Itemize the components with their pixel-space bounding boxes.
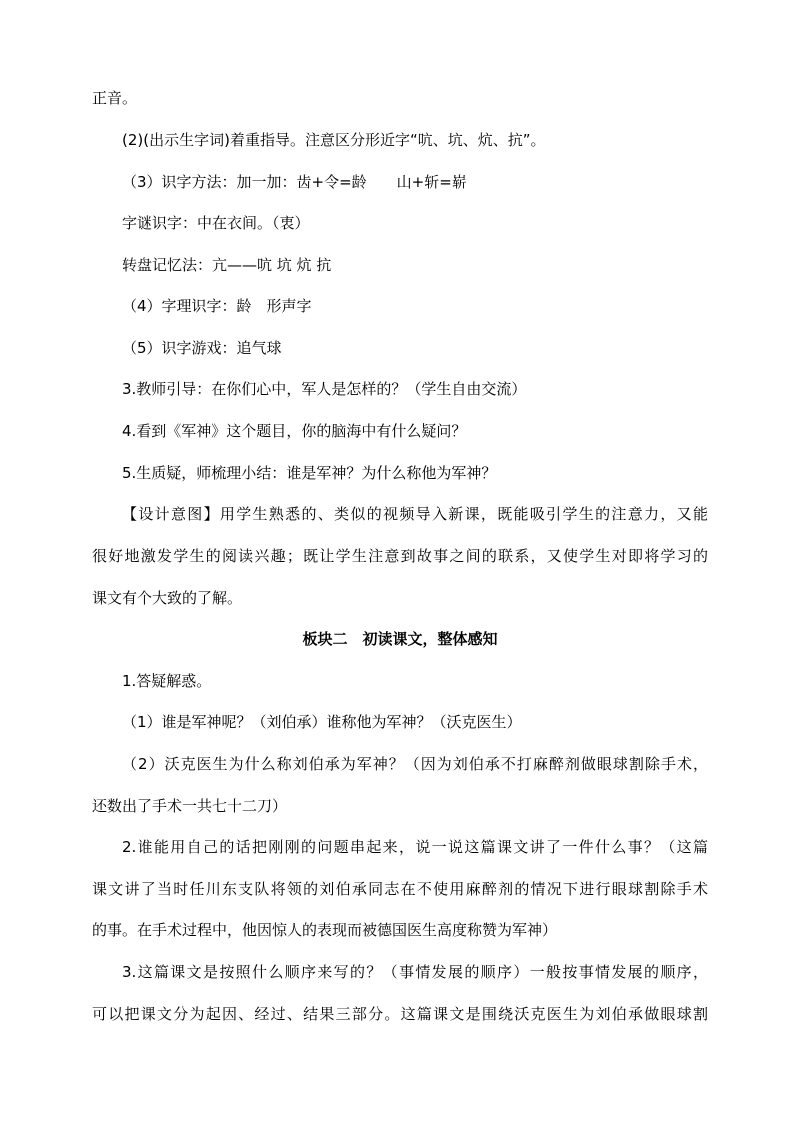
- text-line-21: 的事。在手术过程中，他因惊人的表现而被德国医生高度称赞为军神）: [92, 921, 558, 939]
- text-line-19: 2.谁能用自己的话把刚刚的问题串起来，说一说这篇课文讲了一件什么事？（这篇: [122, 838, 708, 856]
- text-line-1: 正音。: [92, 89, 138, 107]
- text-line-16: （1）谁是军神呢？（刘伯承）谁称他为军神？（沃克医生）: [122, 713, 522, 731]
- text-line-4: 字谜识字：中在衣间。（衷）: [122, 214, 310, 232]
- section-heading: 板块二 初读课文，整体感知: [302, 630, 498, 648]
- text-line-6: （4）字理识字：龄 形声字: [122, 297, 312, 315]
- text-line-20: 课文讲了当时任川东支队将领的刘伯承同志在不使用麻醉剂的情况下进行眼球割除手术: [92, 880, 708, 898]
- text-line-23: 可以把课文分为起因、经过、结果三部分。这篇课文是围绕沃克医生为刘伯承做眼球割: [92, 1005, 708, 1023]
- text-line-13: 课文有个大致的了解。: [92, 589, 243, 607]
- text-line-17: （2）沃克医生为什么称刘伯承为军神？（因为刘伯承不打麻醉剂做眼球割除手术，: [122, 755, 708, 773]
- text-line-18: 还数出了手术一共七十二刀）: [92, 797, 288, 815]
- text-line-7: （5）识字游戏：追气球: [122, 339, 282, 357]
- text-line-22: 3.这篇课文是按照什么顺序来写的？（事情发展的顺序）一般按事情发展的顺序，: [122, 963, 708, 981]
- text-line-10: 5.生质疑，师梳理小结：谁是军神？为什么称他为军神？: [122, 464, 497, 482]
- text-line-9: 4.看到《军神》这个题目，你的脑海中有什么疑问？: [122, 422, 467, 440]
- text-line-3: （3）识字方法：加一加：齿+令=龄 山+斩=崭: [122, 173, 467, 191]
- text-line-2: (2)(出示生字词)着重指导。注意区分形近字“吭、坑、炕、抗”。: [122, 131, 546, 149]
- text-line-11: 【设计意图】用学生熟悉的、类似的视频导入新课，既能吸引学生的注意力，又能: [122, 505, 708, 523]
- text-line-12: 很好地激发学生的阅读兴趣；既让学生注意到故事之间的联系，又使学生对即将学习的: [92, 547, 708, 565]
- text-line-5: 转盘记忆法：亢——吭 坑 炕 抗: [122, 256, 332, 274]
- text-line-15: 1.答疑解惑。: [122, 672, 212, 690]
- text-line-8: 3.教师引导：在你们心中，军人是怎样的？（学生自由交流）: [122, 380, 527, 398]
